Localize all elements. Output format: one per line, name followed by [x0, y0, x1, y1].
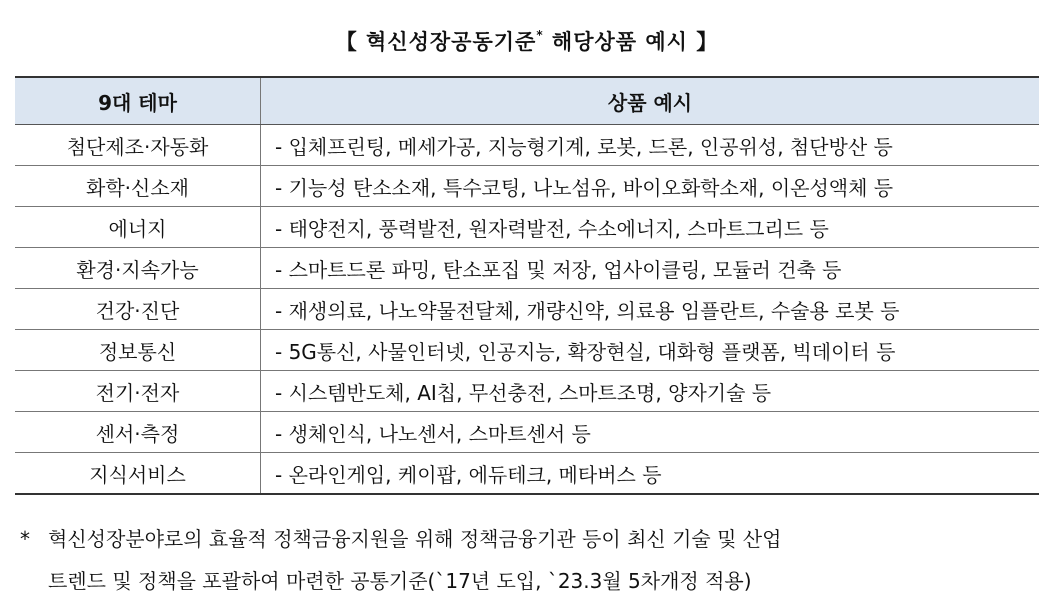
title-prefix: 【 혁신성장공동기준	[335, 30, 537, 54]
header-theme: 9대 테마	[15, 77, 261, 125]
examples-cell: - 5G통신, 사물인터넷, 인공지능, 확장현실, 대화형 플랫폼, 빅데이터 등	[261, 330, 1040, 371]
footnote-line-1	[20, 518, 1050, 560]
theme-cell: 전기·전자	[15, 371, 261, 412]
examples-cell: - 기능성 탄소소재, 특수코팅, 나노섬유, 바이오화학소재, 이온성액체 등	[261, 166, 1040, 207]
theme-cell: 첨단제조·자동화	[15, 125, 261, 166]
theme-cell: 정보통신	[15, 330, 261, 371]
table-row	[15, 166, 1039, 207]
footnote-line-2: 트렌드 및 정책을 포괄하여 마련한 공통기준(`17년 도입, `23.3월 5차개정 적용)	[48, 569, 752, 593]
examples-cell: - 스마트드론 파밍, 탄소포집 및 저장, 업사이클링, 모듈러 건축 등	[261, 248, 1040, 289]
document-title	[0, 26, 1054, 56]
table-header-row	[15, 77, 1039, 125]
footnote-text-1: 혁신성장분야로의 효율적 정책금융지원을 위해 정책금융기관 등이 최신 기술 및 산업	[48, 527, 782, 551]
theme-cell: 건강·진단	[15, 289, 261, 330]
table-row	[15, 207, 1039, 248]
table-row	[15, 125, 1039, 166]
footnote-mark: *	[20, 527, 30, 551]
examples-cell: - 생체인식, 나노센서, 스마트센서 등	[261, 412, 1040, 453]
theme-cell: 화학·신소재	[15, 166, 261, 207]
title-footnote-mark: *	[536, 28, 544, 42]
table-row	[15, 330, 1039, 371]
table-row	[15, 453, 1039, 495]
examples-cell: - 입체프린팅, 메세가공, 지능형기계, 로봇, 드론, 인공위성, 첨단방산 등	[261, 125, 1040, 166]
table-row	[15, 412, 1039, 453]
examples-cell: - 태양전지, 풍력발전, 원자력발전, 수소에너지, 스마트그리드 등	[261, 207, 1040, 248]
product-examples-table	[15, 76, 1039, 495]
table-row	[15, 371, 1039, 412]
theme-cell: 지식서비스	[15, 453, 261, 495]
table-row	[15, 248, 1039, 289]
examples-cell: - 시스템반도체, AI칩, 무선충전, 스마트조명, 양자기술 등	[261, 371, 1040, 412]
examples-cell: - 재생의료, 나노약물전달체, 개량신약, 의료용 임플란트, 수술용 로봇 등	[261, 289, 1040, 330]
title-suffix: 해당상품 예시 】	[543, 30, 719, 54]
examples-cell: - 온라인게임, 케이팝, 에듀테크, 메타버스 등	[261, 453, 1040, 495]
footnote	[20, 518, 1050, 602]
theme-cell: 에너지	[15, 207, 261, 248]
header-examples: 상품 예시	[261, 77, 1040, 125]
table-row	[15, 289, 1039, 330]
theme-cell: 환경·지속가능	[15, 248, 261, 289]
theme-cell: 센서·측정	[15, 412, 261, 453]
